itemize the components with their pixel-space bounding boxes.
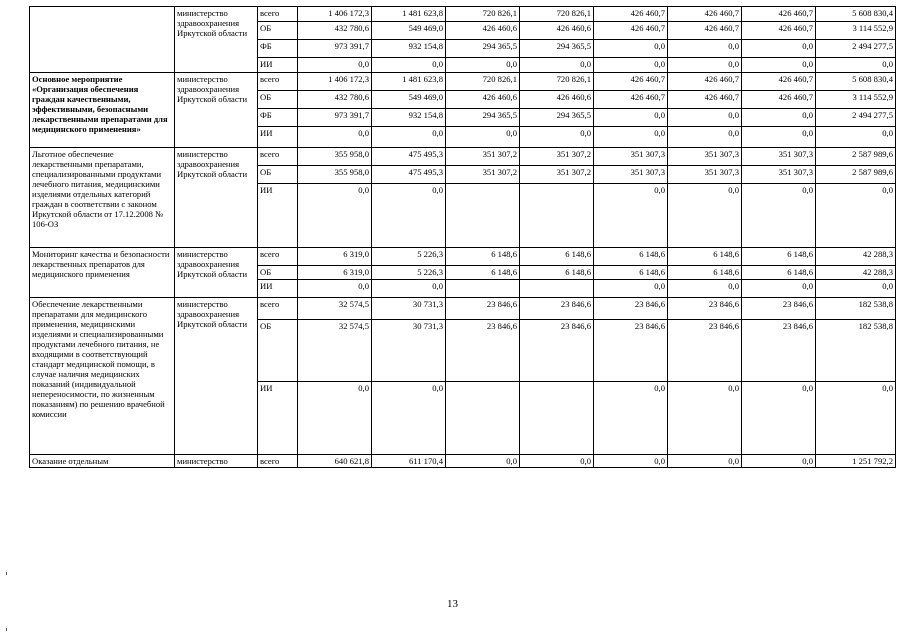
year-value-cell: 23 846,6 xyxy=(668,298,742,320)
year-value-cell: 720 826,1 xyxy=(520,73,594,91)
total-value-cell: 5 608 830,4 xyxy=(816,73,896,91)
year-value-cell: 426 460,7 xyxy=(668,91,742,109)
activity-name-cell: Основное мероприятие «Организация обеспечения граждан качественными, эффективными, безопасными лекарственными препаратами для медицинского применения» xyxy=(30,73,175,148)
total-value-cell: 5 608 830,4 xyxy=(816,7,896,22)
budget-table-body xyxy=(30,7,896,468)
table-row xyxy=(30,248,896,266)
year-value-cell: 6 148,6 xyxy=(742,266,816,280)
year-value-cell: 426 460,6 xyxy=(446,91,520,109)
total-value-cell: 2 494 277,5 xyxy=(816,109,896,127)
activity-name-cell: Обеспечение лекарственными препаратами для медицинского применения, медицинскими изделиями и специализированными продуктами лечебного питания, не входящими в соответствующий стандарт медицинской помощи, в случае наличия медицинских показаний (индивидуальной непереносимости, по жизненным показаниям) по решению врачебной комиссии xyxy=(30,298,175,455)
year-value-cell: 0,0 xyxy=(594,455,668,468)
year-value-cell: 0,0 xyxy=(668,280,742,298)
activity-name-cell: Льготное обеспечение лекарственными препаратами, специализированными продуктами лечебного питания, медицинскими изделиями отдельных категорий граждан в соответствии с законом Иркутской области от 17.12.2008 № 106-ОЗ xyxy=(30,148,175,248)
year-value-cell: 1 481 623,8 xyxy=(372,7,446,22)
year-value-cell: 351 307,3 xyxy=(742,166,816,184)
funding-source-cell: ОБ xyxy=(258,166,298,184)
year-value-cell: 0,0 xyxy=(594,109,668,127)
year-value-cell: 23 846,6 xyxy=(446,298,520,320)
activity-name-cell xyxy=(30,7,175,73)
year-value-cell: 0,0 xyxy=(668,109,742,127)
executor-cell: министерство здравоохранения Иркутской области xyxy=(175,7,258,73)
year-value-cell: 0,0 xyxy=(298,127,372,148)
table-row xyxy=(30,7,896,22)
year-value-cell: 294 365,5 xyxy=(446,109,520,127)
year-value-cell: 973 391,7 xyxy=(298,109,372,127)
funding-source-cell: всего xyxy=(258,148,298,166)
year-value-cell: 5 226,3 xyxy=(372,266,446,280)
year-value-cell: 5 226,3 xyxy=(372,248,446,266)
year-value-cell: 0,0 xyxy=(742,184,816,248)
year-value-cell: 0,0 xyxy=(520,127,594,148)
total-value-cell: 0,0 xyxy=(816,280,896,298)
year-value-cell: 294 365,5 xyxy=(446,40,520,58)
year-value-cell: 351 307,2 xyxy=(520,166,594,184)
total-value-cell: 3 114 552,9 xyxy=(816,91,896,109)
year-value-cell: 23 846,6 xyxy=(742,298,816,320)
year-value-cell: 351 307,2 xyxy=(520,148,594,166)
table-row xyxy=(30,148,896,166)
year-value-cell: 549 469,0 xyxy=(372,91,446,109)
year-value-cell xyxy=(520,280,594,298)
year-value-cell: 30 731,3 xyxy=(372,320,446,382)
funding-source-cell: ИИ xyxy=(258,58,298,73)
year-value-cell: 351 307,3 xyxy=(742,148,816,166)
year-value-cell: 475 495,3 xyxy=(372,148,446,166)
year-value-cell: 0,0 xyxy=(594,184,668,248)
year-value-cell: 6 148,6 xyxy=(594,266,668,280)
year-value-cell: 0,0 xyxy=(742,382,816,455)
year-value-cell: 23 846,6 xyxy=(742,320,816,382)
year-value-cell: 0,0 xyxy=(298,58,372,73)
year-value-cell: 640 621,8 xyxy=(298,455,372,468)
year-value-cell: 426 460,7 xyxy=(742,22,816,40)
year-value-cell: 23 846,6 xyxy=(668,320,742,382)
year-value-cell: 720 826,1 xyxy=(446,73,520,91)
year-value-cell: 0,0 xyxy=(668,455,742,468)
funding-source-cell: ФБ xyxy=(258,40,298,58)
year-value-cell: 0,0 xyxy=(668,127,742,148)
year-value-cell: 0,0 xyxy=(742,280,816,298)
year-value-cell: 426 460,7 xyxy=(594,7,668,22)
funding-source-cell: ИИ xyxy=(258,280,298,298)
year-value-cell: 0,0 xyxy=(372,382,446,455)
year-value-cell: 23 846,6 xyxy=(520,298,594,320)
year-value-cell: 426 460,7 xyxy=(668,22,742,40)
year-value-cell: 0,0 xyxy=(446,58,520,73)
year-value-cell: 0,0 xyxy=(594,382,668,455)
year-value-cell: 355 958,0 xyxy=(298,166,372,184)
year-value-cell: 0,0 xyxy=(372,280,446,298)
year-value-cell: 23 846,6 xyxy=(520,320,594,382)
year-value-cell: 23 846,6 xyxy=(446,320,520,382)
year-value-cell: 32 574,5 xyxy=(298,298,372,320)
total-value-cell: 2 587 989,6 xyxy=(816,166,896,184)
activity-name-cell: Оказание отдельным xyxy=(30,455,175,468)
total-value-cell: 2 587 989,6 xyxy=(816,148,896,166)
year-value-cell: 1 481 623,8 xyxy=(372,73,446,91)
total-value-cell: 42 288,3 xyxy=(816,248,896,266)
year-value-cell xyxy=(446,382,520,455)
year-value-cell: 294 365,5 xyxy=(520,109,594,127)
total-value-cell: 42 288,3 xyxy=(816,266,896,280)
year-value-cell: 6 148,6 xyxy=(520,248,594,266)
year-value-cell: 0,0 xyxy=(372,184,446,248)
year-value-cell: 0,0 xyxy=(298,280,372,298)
year-value-cell: 426 460,7 xyxy=(668,7,742,22)
year-value-cell: 932 154,8 xyxy=(372,40,446,58)
page-number: 13 xyxy=(447,598,458,610)
funding-source-cell: ОБ xyxy=(258,91,298,109)
total-value-cell: 0,0 xyxy=(816,184,896,248)
year-value-cell: 6 319,0 xyxy=(298,266,372,280)
year-value-cell: 973 391,7 xyxy=(298,40,372,58)
year-value-cell: 351 307,3 xyxy=(594,148,668,166)
year-value-cell: 1 406 172,3 xyxy=(298,73,372,91)
funding-source-cell: всего xyxy=(258,248,298,266)
year-value-cell xyxy=(520,382,594,455)
year-value-cell: 6 148,6 xyxy=(446,248,520,266)
year-value-cell: 0,0 xyxy=(742,127,816,148)
year-value-cell: 426 460,6 xyxy=(520,91,594,109)
total-value-cell: 2 494 277,5 xyxy=(816,40,896,58)
total-value-cell: 3 114 552,9 xyxy=(816,22,896,40)
year-value-cell: 0,0 xyxy=(668,184,742,248)
year-value-cell: 0,0 xyxy=(446,455,520,468)
year-value-cell: 0,0 xyxy=(298,184,372,248)
year-value-cell: 0,0 xyxy=(594,58,668,73)
year-value-cell: 6 319,0 xyxy=(298,248,372,266)
year-value-cell: 0,0 xyxy=(742,58,816,73)
table-row xyxy=(30,73,896,91)
year-value-cell: 426 460,7 xyxy=(594,91,668,109)
year-value-cell: 432 780,6 xyxy=(298,22,372,40)
year-value-cell: 0,0 xyxy=(372,58,446,73)
year-value-cell: 0,0 xyxy=(742,109,816,127)
executor-cell: министерство xyxy=(175,455,258,468)
year-value-cell: 0,0 xyxy=(594,40,668,58)
year-value-cell: 720 826,1 xyxy=(520,7,594,22)
year-value-cell: 6 148,6 xyxy=(742,248,816,266)
year-value-cell: 23 846,6 xyxy=(594,320,668,382)
year-value-cell: 351 307,2 xyxy=(446,148,520,166)
year-value-cell: 6 148,6 xyxy=(520,266,594,280)
funding-source-cell: всего xyxy=(258,73,298,91)
year-value-cell: 0,0 xyxy=(742,40,816,58)
year-value-cell: 475 495,3 xyxy=(372,166,446,184)
year-value-cell: 0,0 xyxy=(372,127,446,148)
year-value-cell: 355 958,0 xyxy=(298,148,372,166)
funding-source-cell: ФБ xyxy=(258,109,298,127)
year-value-cell: 0,0 xyxy=(594,280,668,298)
total-value-cell: 0,0 xyxy=(816,382,896,455)
activity-name-cell: Мониторинг качества и безопасности лекарственных препаратов для медицинского применения xyxy=(30,248,175,298)
year-value-cell: 30 731,3 xyxy=(372,298,446,320)
year-value-cell: 294 365,5 xyxy=(520,40,594,58)
year-value-cell: 351 307,3 xyxy=(668,166,742,184)
funding-source-cell: ОБ xyxy=(258,320,298,382)
year-value-cell: 426 460,7 xyxy=(594,73,668,91)
year-value-cell: 351 307,3 xyxy=(594,166,668,184)
year-value-cell: 0,0 xyxy=(668,40,742,58)
year-value-cell: 932 154,8 xyxy=(372,109,446,127)
year-value-cell: 0,0 xyxy=(446,127,520,148)
funding-source-cell: ИИ xyxy=(258,127,298,148)
year-value-cell: 426 460,7 xyxy=(742,73,816,91)
year-value-cell: 426 460,7 xyxy=(742,91,816,109)
year-value-cell: 23 846,6 xyxy=(594,298,668,320)
year-value-cell: 432 780,6 xyxy=(298,91,372,109)
funding-source-cell: всего xyxy=(258,455,298,468)
executor-cell: министерство здравоохранения Иркутской области xyxy=(175,73,258,148)
year-value-cell: 0,0 xyxy=(594,127,668,148)
total-value-cell: 0,0 xyxy=(816,58,896,73)
year-value-cell: 0,0 xyxy=(298,382,372,455)
funding-source-cell: всего xyxy=(258,298,298,320)
year-value-cell: 6 148,6 xyxy=(668,266,742,280)
year-value-cell: 6 148,6 xyxy=(594,248,668,266)
year-value-cell: 351 307,2 xyxy=(446,166,520,184)
total-value-cell: 0,0 xyxy=(816,127,896,148)
year-value-cell: 426 460,7 xyxy=(742,7,816,22)
year-value-cell: 549 469,0 xyxy=(372,22,446,40)
year-value-cell: 32 574,5 xyxy=(298,320,372,382)
year-value-cell: 351 307,3 xyxy=(668,148,742,166)
funding-source-cell: всего xyxy=(258,7,298,22)
year-value-cell: 0,0 xyxy=(520,455,594,468)
executor-cell: министерство здравоохранения Иркутской области xyxy=(175,298,258,455)
year-value-cell xyxy=(446,184,520,248)
year-value-cell: 720 826,1 xyxy=(446,7,520,22)
year-value-cell xyxy=(520,184,594,248)
year-value-cell: 0,0 xyxy=(668,382,742,455)
table-row xyxy=(30,298,896,320)
year-value-cell: 0,0 xyxy=(742,455,816,468)
total-value-cell: 1 251 792,2 xyxy=(816,455,896,468)
total-value-cell: 182 538,8 xyxy=(816,320,896,382)
funding-source-cell: ИИ xyxy=(258,184,298,248)
year-value-cell: 426 460,7 xyxy=(668,73,742,91)
year-value-cell: 1 406 172,3 xyxy=(298,7,372,22)
year-value-cell: 426 460,7 xyxy=(594,22,668,40)
year-value-cell: 426 460,6 xyxy=(520,22,594,40)
scan-edge-mark xyxy=(6,628,7,631)
year-value-cell: 6 148,6 xyxy=(668,248,742,266)
year-value-cell: 611 170,4 xyxy=(372,455,446,468)
executor-cell: министерство здравоохранения Иркутской области xyxy=(175,148,258,248)
year-value-cell: 0,0 xyxy=(520,58,594,73)
year-value-cell: 426 460,6 xyxy=(446,22,520,40)
funding-source-cell: ОБ xyxy=(258,22,298,40)
year-value-cell xyxy=(446,280,520,298)
year-value-cell: 6 148,6 xyxy=(446,266,520,280)
total-value-cell: 182 538,8 xyxy=(816,298,896,320)
budget-table xyxy=(29,6,896,468)
year-value-cell: 0,0 xyxy=(668,58,742,73)
funding-source-cell: ОБ xyxy=(258,266,298,280)
executor-cell: министерство здравоохранения Иркутской области xyxy=(175,248,258,298)
table-row xyxy=(30,455,896,468)
scan-edge-mark xyxy=(6,572,7,575)
funding-source-cell: ИИ xyxy=(258,382,298,455)
